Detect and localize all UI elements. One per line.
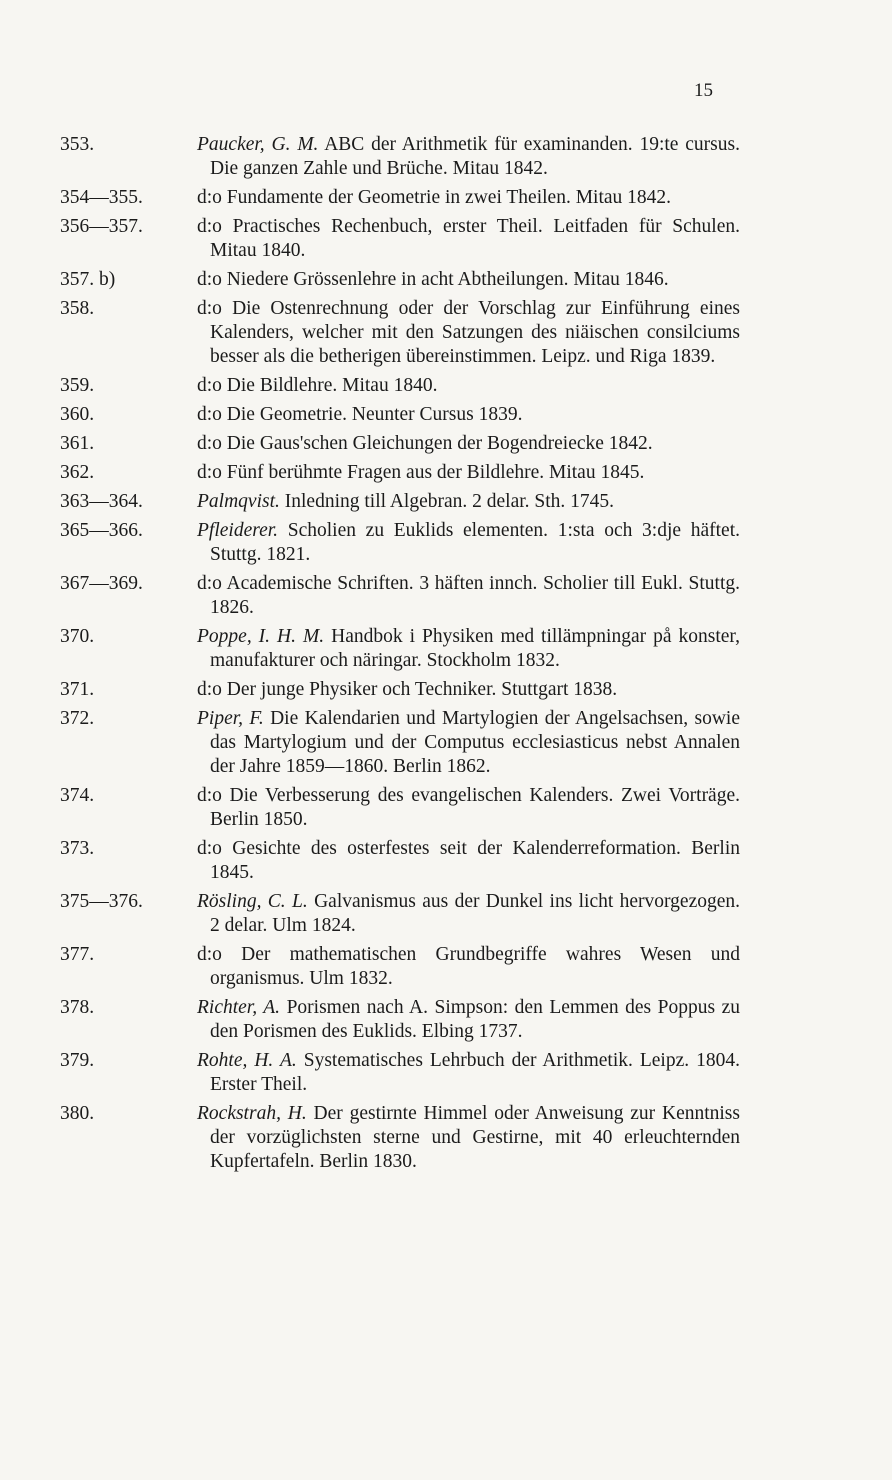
entry-text [60, 432, 740, 456]
entry-number: 365—366. [60, 520, 143, 541]
entry-text [60, 133, 740, 181]
entry-text [60, 890, 740, 938]
entry-number: 361. [60, 433, 95, 454]
entry-number: 360. [60, 404, 95, 425]
entry-number: 373. [60, 838, 95, 859]
entry-text [60, 784, 740, 832]
catalog-entry [60, 890, 760, 938]
catalog-entry [60, 268, 760, 292]
entry-number: 358. [60, 298, 95, 319]
entry-text [60, 678, 740, 702]
catalog-entry [60, 707, 760, 779]
entry-text [60, 403, 740, 427]
catalog-entry [60, 403, 760, 427]
entry-title: d:o Die Ostenrechnung oder der Vorschlag zur Einführung eines Kalenders, welcher mit den Satzungen des niäischen consilciums besser als die betherigen übereinstimmen. Leipz. und Riga 1839. [197, 298, 740, 367]
entry-title: d:o Academische Schriften. 3 häften innch. Scholier till Eukl. Stuttg. 1826. [197, 573, 740, 618]
entry-title: d:o Der mathematischen Grundbegriffe wahres Wesen und organismus. Ulm 1832. [197, 944, 740, 989]
entry-number: 380. [60, 1103, 95, 1124]
entry-text [60, 625, 740, 673]
entry-text [60, 519, 740, 567]
entry-number: 374. [60, 785, 95, 806]
entry-number: 371. [60, 679, 95, 700]
entry-author: Paucker, G. M. [197, 134, 319, 155]
entry-title: d:o Gesichte des osterfestes seit der Kalenderreformation. Berlin 1845. [197, 838, 740, 883]
page-number: 15 [694, 80, 713, 101]
catalog-entry [60, 837, 760, 885]
entry-number: 359. [60, 375, 95, 396]
entry-title: d:o Die Verbesserung des evangelischen Kalenders. Zwei Vorträge. Berlin 1850. [197, 785, 740, 830]
catalog-entry [60, 215, 760, 263]
entry-title: Systematisches Lehrbuch der Arithmetik. Leipz. 1804. Erster Theil. [210, 1050, 740, 1095]
entry-text [60, 268, 740, 292]
entry-number: 377. [60, 944, 95, 965]
entry-number: 370. [60, 626, 95, 647]
entry-title: Handbok i Physiken med tillämpningar på konster, manufakturer och näringar. Stockholm 1832. [210, 626, 741, 671]
entry-text [60, 215, 740, 263]
entry-text [60, 461, 740, 485]
entry-text [60, 1049, 740, 1097]
entry-title: Die Kalendarien und Martylogien der Angelsachsen, sowie das Martylogium und der Computus ecclesiasticus nebst Annalen der Jahre 1859—1860. Berlin 1862. [210, 708, 740, 777]
entry-author: Poppe, I. H. M. [197, 626, 325, 647]
entry-author: Rohte, H. A. [197, 1050, 297, 1071]
entry-number: 375—376. [60, 891, 143, 912]
entry-number: 357. b) [60, 269, 116, 290]
catalog-entry [60, 1102, 760, 1174]
entry-number: 356—357. [60, 216, 143, 237]
entry-author: Piper, F. [197, 708, 264, 729]
entry-number: 353. [60, 134, 95, 155]
entry-author: Rösling, C. L. [197, 891, 308, 912]
entry-title: d:o Der junge Physiker och Techniker. Stuttgart 1838. [197, 679, 618, 700]
entry-text [60, 297, 740, 369]
catalog-entry [60, 996, 760, 1044]
entry-text [60, 490, 740, 514]
catalog-entry [60, 572, 760, 620]
entry-text [60, 572, 740, 620]
entry-text [60, 837, 740, 885]
catalog-entry [60, 374, 760, 398]
catalog-entry [60, 490, 760, 514]
entry-number: 372. [60, 708, 95, 729]
entry-text [60, 1102, 740, 1174]
catalog-entry [60, 461, 760, 485]
catalog-entry [60, 1049, 760, 1097]
entry-number: 363—364. [60, 491, 143, 512]
entry-title: Der gestirnte Himmel oder Anweisung zur Kenntniss der vorzüglichsten sterne und Gestirne, mit 40 erleuchternden Kupfertafeln. Berlin 1830. [210, 1103, 740, 1172]
catalog-entry [60, 678, 760, 702]
catalog-entry [60, 297, 760, 369]
entry-text [60, 707, 740, 779]
entry-author: Palmqvist. [197, 491, 280, 512]
catalog-entry [60, 186, 760, 210]
entry-text [60, 996, 740, 1044]
entry-number: 379. [60, 1050, 95, 1071]
entry-title: d:o Die Geometrie. Neunter Cursus 1839. [197, 404, 523, 425]
entry-title: Porismen nach A. Simpson: den Lemmen des Poppus zu den Porismen des Euklids. Elbing 1737. [210, 997, 741, 1042]
entry-number: 354—355. [60, 187, 143, 208]
entry-title: ABC der Arithmetik für examinanden. 19:te cursus. Die ganzen Zahle und Brüche. Mitau 1842. [210, 134, 740, 179]
entry-text [60, 374, 740, 398]
entry-title: d:o Die Bildlehre. Mitau 1840. [197, 375, 438, 396]
entry-title: d:o Fünf berühmte Fragen aus der Bildlehre. Mitau 1845. [197, 462, 645, 483]
catalog-entry [60, 133, 760, 181]
catalog-entry [60, 943, 760, 991]
entry-author: Pfleiderer. [197, 520, 279, 541]
entry-author: Rockstrah, H. [197, 1103, 307, 1124]
entry-number: 367—369. [60, 573, 143, 594]
entry-title: Galvanismus aus der Dunkel ins licht hervorgezogen. 2 delar. Ulm 1824. [210, 891, 741, 936]
entry-title: d:o Fundamente der Geometrie in zwei Theilen. Mitau 1842. [197, 187, 672, 208]
catalog-entry [60, 519, 760, 567]
entry-title: d:o Die Gaus'schen Gleichungen der Bogendreiecke 1842. [197, 433, 653, 454]
catalog-entry [60, 432, 760, 456]
entry-number: 362. [60, 462, 95, 483]
catalog-entries [60, 133, 760, 1179]
catalog-entry [60, 784, 760, 832]
entry-author: Richter, A. [197, 997, 281, 1018]
entry-text [60, 943, 740, 991]
catalog-entry [60, 625, 760, 673]
entry-title: d:o Practisches Rechenbuch, erster Theil. Leitfaden für Schulen. Mitau 1840. [197, 216, 740, 261]
entry-number: 378. [60, 997, 95, 1018]
entry-title: Scholien zu Euklids elementen. 1:sta och 3:dje häftet. Stuttg. 1821. [210, 520, 741, 565]
entry-title: Inledning till Algebran. 2 delar. Sth. 1745. [284, 491, 615, 512]
entry-title: d:o Niedere Grössenlehre in acht Abtheilungen. Mitau 1846. [197, 269, 669, 290]
entry-text [60, 186, 740, 210]
